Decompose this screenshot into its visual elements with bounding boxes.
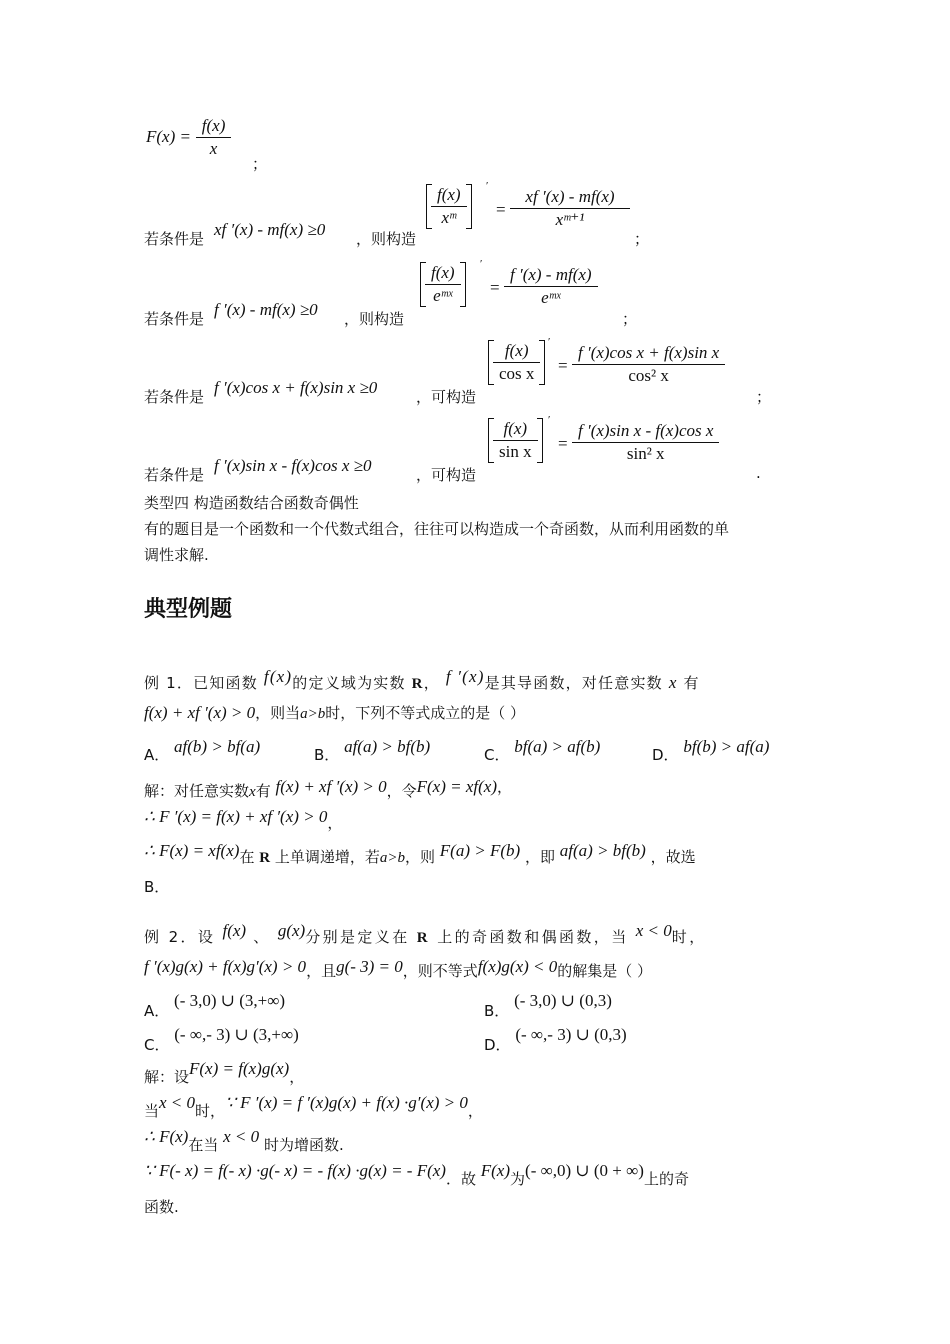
math-derivative: ∴ F ′(x) = f(x) + xf ′(x) > 0	[144, 807, 328, 826]
case-row-4	[144, 414, 824, 484]
math-derivative: ∵ F ′(x) = f ′(x)g(x) + f(x) ·g′(x) > 0	[225, 1093, 468, 1112]
case-mid: ，可构造	[416, 466, 477, 484]
bracket-expression	[488, 340, 545, 385]
type4-line1: 有的题目是一个函数和一个代数式组合，往往可以构造成一个奇函数，从而利用函数的单	[144, 520, 730, 538]
math-fx: f(x)	[263, 667, 293, 686]
bracket-expression	[426, 184, 472, 229]
sol-text: ．故	[445, 1170, 476, 1188]
ex1-option-b	[314, 736, 431, 764]
ex2-option-c	[144, 1024, 299, 1054]
math-fx: f(x)	[222, 921, 247, 940]
separator: 、	[253, 928, 271, 946]
option-label: C．	[484, 746, 510, 764]
inner-numerator: f(x)	[431, 184, 467, 207]
math-R: R	[416, 930, 431, 946]
ex2-text: ，且	[306, 962, 337, 980]
math-Fx: F(x)	[480, 1161, 511, 1180]
option-expr: (- 3,0) ∪ (0,3)	[514, 991, 612, 1010]
ex2-solution-line4	[144, 1160, 689, 1188]
result-fraction	[572, 342, 725, 387]
sol-text: 为	[510, 1170, 526, 1188]
ex1-text: 是其导函数，对任意实数	[484, 674, 663, 692]
ex2-text: ，则不等式	[402, 962, 478, 980]
ex1-line1	[144, 667, 700, 693]
option-expr: (- ∞,- 3) ∪ (3,+∞)	[174, 1025, 299, 1044]
sol-text: 上的奇	[643, 1170, 689, 1188]
math-ab: a>b	[300, 706, 326, 722]
math-x: x	[249, 784, 256, 800]
case-end: ；	[756, 388, 772, 406]
ex1-solution-line1	[144, 776, 513, 800]
fraction	[196, 115, 232, 160]
option-expr: (- ∞,- 3) ∪ (0,3)	[515, 1025, 627, 1044]
ex1-text: ，则当	[255, 704, 301, 722]
math-R: R	[259, 850, 271, 866]
ex1-solution-line4: B．	[144, 878, 170, 896]
ex2-solution-line5: 函数.	[144, 1198, 179, 1216]
option-label: A．	[144, 746, 170, 764]
inner-denominator: sin x	[499, 442, 532, 461]
ex2-text: 的解集是（ ）	[557, 962, 653, 980]
option-label: A．	[144, 1002, 170, 1020]
result-fraction	[510, 186, 630, 231]
case-end: ；	[634, 230, 650, 248]
comma: ，	[423, 674, 440, 692]
equals-sign: =	[490, 278, 500, 297]
ex2-solution-line1	[144, 1058, 305, 1086]
ex2-text: 上的奇函数和偶函数，当	[437, 928, 629, 946]
case-end: .	[756, 464, 761, 482]
ex2-line2	[144, 956, 653, 980]
sol-text: 在当	[188, 1136, 219, 1154]
ex1-solution-line2	[144, 806, 343, 832]
ex1-text: 有	[683, 674, 700, 692]
sol-text: 时，	[195, 1102, 226, 1120]
ex1-line2	[144, 702, 525, 723]
formula-lhs: F(x) =	[146, 127, 191, 146]
math-Fdef: F(x) = xf(x)	[416, 777, 498, 796]
sol-text: ，则	[405, 848, 436, 866]
result-denominator: xᵐ⁺¹	[555, 210, 585, 229]
option-expr: af(a) > bf(b)	[344, 737, 431, 756]
equals-sign: =	[558, 434, 568, 453]
case-prefix: 若条件是	[144, 466, 205, 484]
equals-sign: =	[558, 356, 568, 375]
section-heading: 典型例题	[144, 597, 233, 622]
option-expr: bf(b) > af(a)	[683, 737, 770, 756]
semicolon: ；	[252, 155, 268, 173]
ex2-solution-line3	[144, 1126, 344, 1154]
ex1-option-d	[652, 736, 770, 764]
result-fraction	[572, 420, 719, 465]
bracket-expression	[420, 262, 466, 307]
type4-title: 类型四 构造函数结合函数奇偶性	[144, 494, 359, 512]
inner-denominator: xᵐ	[441, 208, 457, 227]
math-ab: a>b	[379, 850, 405, 866]
math-Fx: ∴ F(x)	[144, 1127, 189, 1146]
case-row-1	[144, 180, 824, 248]
result-denominator: sin² x	[626, 444, 665, 463]
prime-mark: ′	[548, 336, 551, 348]
math-odd-proof: ∵ F(- x) = f(- x) ·g(- x) = - f(x) ·g(x) = - F(x)	[144, 1161, 446, 1180]
math-inequality: f(x)g(x) < 0	[477, 957, 558, 976]
ex2-text: 例 2．设	[144, 928, 216, 946]
math-x-neg: x < 0	[223, 1127, 260, 1146]
bracket-expression	[488, 418, 543, 463]
ex2-option-a	[144, 990, 286, 1020]
inner-numerator: f(x)	[493, 418, 538, 441]
math-x: x	[668, 673, 678, 692]
fraction-denominator: x	[209, 139, 218, 158]
sol-text: ，	[327, 814, 343, 832]
case-mid: ，可构造	[416, 388, 477, 406]
prime-mark: ′	[486, 180, 489, 192]
math-Fdef: F(x) = f(x)g(x)	[189, 1059, 290, 1078]
math-g-zero: g(- 3) = 0	[336, 957, 403, 976]
ex1-text: 的定义域为实数	[292, 674, 406, 692]
math-x-neg: x < 0	[159, 1093, 196, 1112]
case-prefix: 若条件是	[144, 310, 205, 328]
ex1-solution-line3	[144, 840, 696, 866]
result-numerator: xf ′(x) - mf(x)	[510, 186, 630, 209]
case-prefix: 若条件是	[144, 230, 205, 248]
result-numerator: f ′(x) - mf(x)	[504, 264, 598, 287]
math-x-neg: x < 0	[635, 921, 672, 940]
math-R: R	[411, 676, 424, 692]
ex2-option-b	[484, 990, 612, 1020]
option-label: B．	[484, 1002, 510, 1020]
option-label: D．	[652, 746, 679, 764]
equals-sign: =	[496, 200, 506, 219]
result-denominator: cos² x	[628, 366, 669, 385]
result-fraction	[504, 264, 598, 309]
ex1-option-c	[484, 736, 601, 764]
sol-text: 有	[255, 782, 271, 800]
ex1-option-a	[144, 736, 261, 764]
inner-denominator: eᵐˣ	[433, 286, 453, 305]
case-row-3	[144, 336, 824, 406]
case-end: ；	[622, 310, 638, 328]
ex2-line1	[144, 921, 707, 947]
sol-text: 在	[239, 848, 255, 866]
math-Fab: F(a) > F(b)	[439, 841, 521, 860]
inner-denominator: cos x	[499, 364, 535, 383]
sol-text: 时为增函数.	[263, 1136, 344, 1154]
sol-text: 解：对任意实数	[144, 782, 250, 800]
sol-text: ，故选	[650, 848, 696, 866]
option-label: B．	[314, 746, 340, 764]
case-condition: f ′(x)sin x - f(x)cos x ≥0	[214, 456, 372, 475]
option-label: C．	[144, 1036, 170, 1054]
sol-text: 解：设	[144, 1068, 190, 1086]
ex2-text: 分别是定义在	[305, 928, 410, 946]
sol-text: ，即	[524, 848, 555, 866]
result-numerator: f ′(x)sin x - f(x)cos x	[572, 420, 719, 443]
sol-text: ，令	[386, 782, 417, 800]
sol-text: ，	[497, 778, 513, 796]
case-condition: f ′(x) - mf(x) ≥0	[214, 300, 318, 319]
case-mid: ，则构造	[356, 230, 417, 248]
option-label: D．	[484, 1036, 511, 1054]
case-condition: xf ′(x) - mf(x) ≥0	[214, 220, 326, 239]
formula-F-def	[146, 115, 231, 160]
ex2-option-d	[484, 1024, 627, 1054]
ex2-text: 时，	[671, 928, 707, 946]
math-gx: g(x)	[277, 921, 306, 940]
result-denominator: eᵐˣ	[541, 288, 561, 307]
sol-text: 上单调递增，若	[274, 848, 380, 866]
math-condition: f(x) + xf ′(x) > 0	[144, 703, 256, 722]
case-mid: ，则构造	[344, 310, 405, 328]
math-domain: (- ∞,0) ∪ (0 + ∞)	[525, 1161, 644, 1180]
math-condition: f(x) + xf ′(x) > 0	[275, 777, 387, 796]
sol-text: 当	[144, 1102, 160, 1120]
option-expr: bf(a) > af(b)	[514, 737, 601, 756]
option-expr: (- 3,0) ∪ (3,+∞)	[174, 991, 286, 1010]
ex2-solution-line2	[144, 1092, 483, 1120]
inner-numerator: f(x)	[493, 340, 540, 363]
prime-mark: ′	[480, 258, 483, 270]
inner-numerator: f(x)	[425, 262, 461, 285]
type4-line2: 调性求解.	[144, 546, 209, 564]
sol-text: ，	[289, 1068, 305, 1086]
result-numerator: f ′(x)cos x + f(x)sin x	[572, 342, 725, 365]
math-answer: af(a) > bf(b)	[559, 841, 646, 860]
case-row-2	[144, 258, 824, 328]
sol-text: ，	[467, 1102, 483, 1120]
math-Fdef: ∴ F(x) = xf(x)	[144, 841, 240, 860]
math-fpx: f ′(x)	[445, 667, 485, 686]
ex1-text: 时，下列不等式成立的是（ ）	[325, 704, 526, 722]
option-expr: af(b) > bf(a)	[174, 737, 261, 756]
math-condition: f ′(x)g(x) + f(x)g′(x) > 0	[144, 957, 307, 976]
prime-mark: ′	[548, 414, 551, 426]
case-condition: f ′(x)cos x + f(x)sin x ≥0	[214, 378, 378, 397]
case-prefix: 若条件是	[144, 388, 205, 406]
ex1-text: 例 1．已知函数	[144, 674, 258, 692]
fraction-numerator: f(x)	[196, 115, 232, 138]
